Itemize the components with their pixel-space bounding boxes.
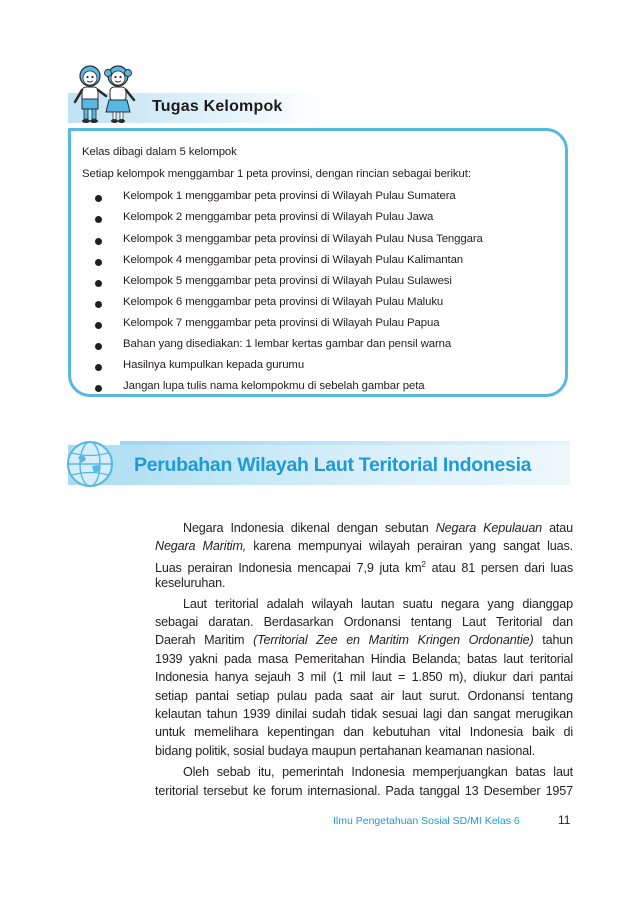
task-intro-1: Kelas dibagi dalam 5 kelompok bbox=[82, 146, 237, 158]
bullet bbox=[95, 322, 102, 329]
paragraph-line: Negara Maritim, karena mempunyai wilayah perairan yang sangat luas. bbox=[155, 539, 573, 553]
task-item: Bahan yang disediakan: 1 lembar kertas gambar dan pensil warna bbox=[123, 338, 452, 350]
bullet bbox=[95, 259, 102, 266]
task-item: Kelompok 1 menggambar peta provinsi di Wilayah Pulau Sumatera bbox=[123, 190, 456, 202]
task-item: Kelompok 3 menggambar peta provinsi di Wilayah Pulau Nusa Tenggara bbox=[123, 233, 483, 245]
paragraph-line: keseluruhan. bbox=[155, 576, 226, 590]
page-number: 11 bbox=[558, 813, 571, 827]
paragraph-line: bidang politik, sosial budaya maupun pertahanan keamanan nasional. bbox=[155, 744, 536, 758]
bullet bbox=[95, 238, 102, 245]
task-item: Hasilnya kumpulkan kepada gurumu bbox=[123, 359, 305, 371]
task-item: Kelompok 2 menggambar peta provinsi di Wilayah Pulau Jawa bbox=[123, 211, 434, 223]
bullet bbox=[95, 280, 102, 287]
paragraph-line: kelautan tahun 1939 dinilai sudah tidak sesuai lagi dan sangat merugikan bbox=[155, 707, 573, 721]
footer-book-title: Ilmu Pengetahuan Sosial SD/MI Kelas 6 bbox=[333, 815, 520, 827]
bullet bbox=[95, 195, 102, 202]
paragraph-line: untuk memelihara kepentingan dan kebutuhan vital Indonesia baik di bbox=[155, 725, 573, 739]
task-intro-2: Setiap kelompok menggambar 1 peta provinsi, dengan rincian sebagai berikut: bbox=[82, 168, 471, 180]
globe-icon bbox=[64, 438, 116, 490]
task-item: Kelompok 5 menggambar peta provinsi di Wilayah Pulau Sulawesi bbox=[123, 275, 452, 287]
task-item: Kelompok 6 menggambar peta provinsi di Wilayah Pulau Maluku bbox=[123, 296, 444, 308]
task-item: Kelompok 7 menggambar peta provinsi di Wilayah Pulau Papua bbox=[123, 317, 440, 329]
task-title: Tugas Kelompok bbox=[152, 98, 283, 115]
bullet bbox=[95, 385, 102, 392]
task-item: Kelompok 4 menggambar peta provinsi di Wilayah Pulau Kalimantan bbox=[123, 254, 464, 266]
paragraph-line: 1939 yakni pada masa Pemeritahan Hindia Belanda; batas laut teritorial bbox=[155, 652, 573, 666]
paragraph-line: Oleh sebab itu, pemerintah Indonesia memperjuangkan batas laut bbox=[183, 765, 573, 779]
paragraph-line: Laut teritorial adalah wilayah lautan suatu negara yang dianggap bbox=[183, 597, 573, 611]
paragraph-line: teritorial tersebut ke forum internasional. Pada tanggal 13 Desember 1957 bbox=[155, 784, 573, 798]
bullet bbox=[95, 364, 102, 371]
paragraph-line: Luas perairan Indonesia mencapai 7,9 juta $km^2$ atau 81 persen dari luas bbox=[155, 560, 574, 576]
task-item: Jangan lupa tulis nama kelompokmu di sebelah gambar peta bbox=[123, 380, 425, 392]
paragraph-line: Indonesia hanya sejauh 3 mil (1 mil laut = 1.850 m), diukur dari pantai bbox=[155, 670, 573, 684]
paragraph-line: setiap pantai setiap pulau pada saat air laut surut. Ordonansi tentang bbox=[155, 689, 573, 703]
bullet bbox=[95, 343, 102, 350]
paragraph-line: sebagai daratan. Berdasarkan Ordonansi tentang Laut Teritorial dan bbox=[155, 615, 573, 629]
bullet bbox=[95, 216, 102, 223]
bullet bbox=[95, 301, 102, 308]
children-illustration bbox=[70, 62, 142, 126]
paragraph-line: Negara Indonesia dikenal dengan sebutan Negara Kepulauan atau bbox=[183, 521, 573, 535]
paragraph-line: Daerah Maritim (Territorial Zee en Maritim Kringen Ordonantie) tahun bbox=[155, 633, 574, 647]
section-title: Perubahan Wilayah Laut Teritorial Indonesia bbox=[134, 454, 532, 476]
